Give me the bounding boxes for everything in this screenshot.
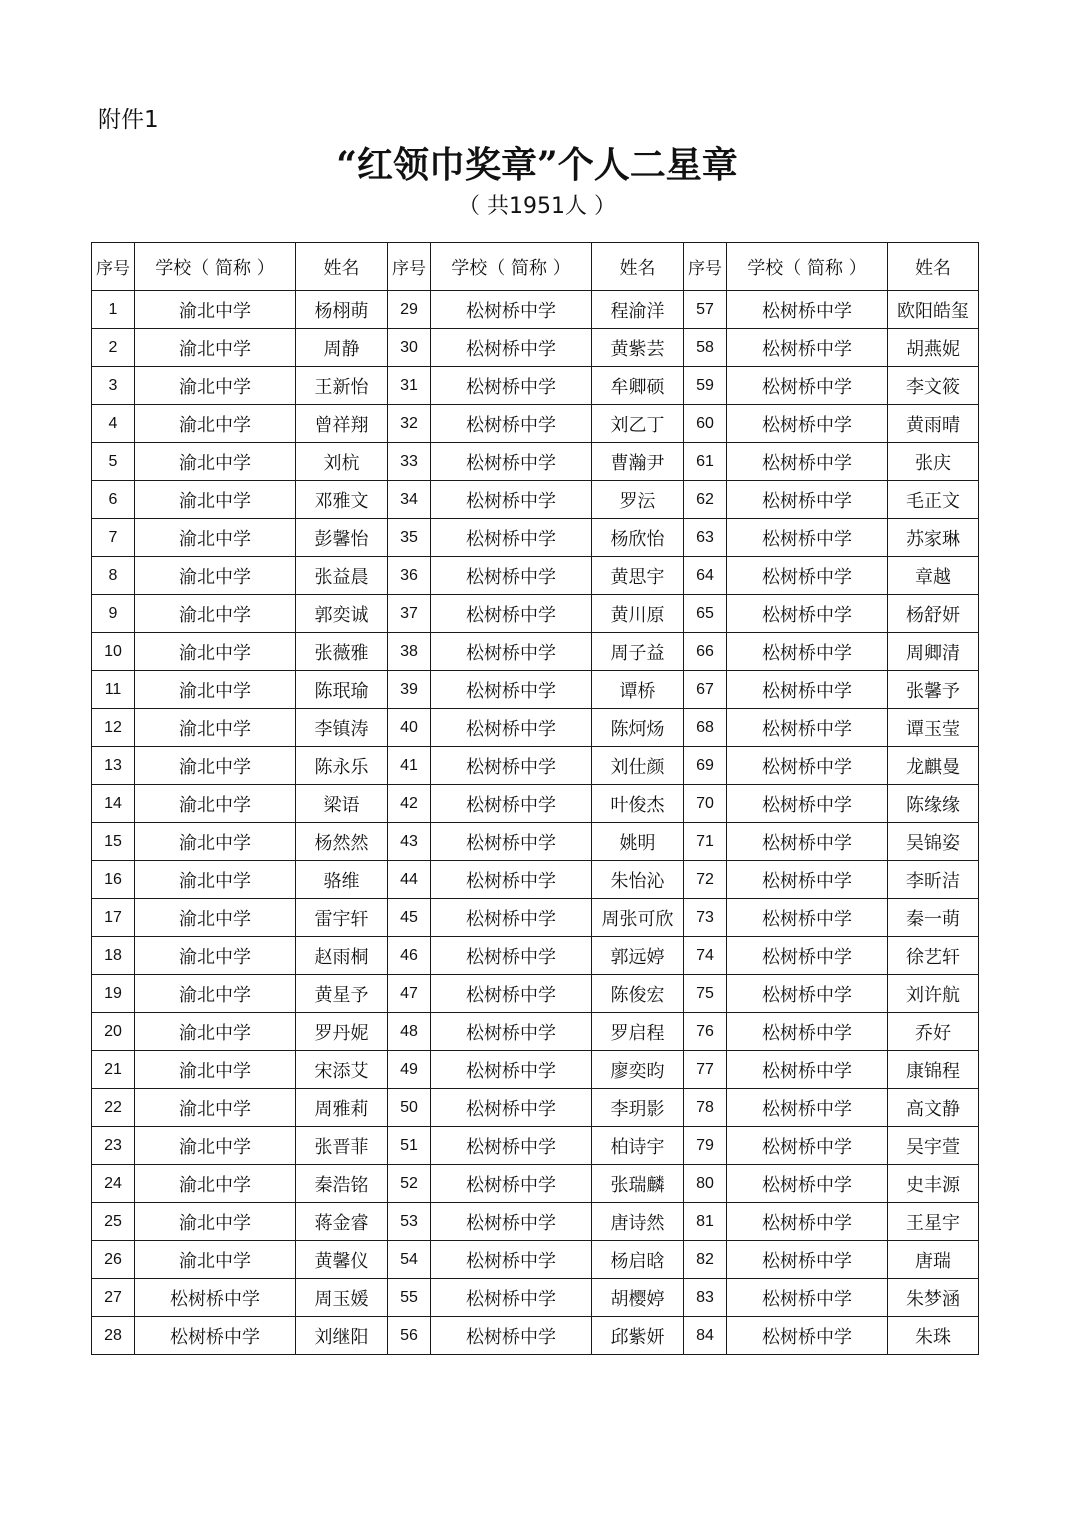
table-row (92, 1279, 979, 1317)
cell-name: 牟卿硕 (592, 367, 684, 405)
cell-school: 渝北中学 (135, 367, 296, 405)
cell-name: 黄馨仪 (296, 1241, 388, 1279)
cell-index: 8 (92, 557, 135, 595)
cell-school: 渝北中学 (135, 1089, 296, 1127)
table-header-row (92, 243, 979, 291)
cell-index: 69 (684, 747, 727, 785)
cell-school: 松树桥中学 (431, 1051, 592, 1089)
cell-index: 33 (388, 443, 431, 481)
cell-name: 周玉媛 (296, 1279, 388, 1317)
cell-name: 杨然然 (296, 823, 388, 861)
cell-name: 郭奕诚 (296, 595, 388, 633)
cell-school: 松树桥中学 (431, 1165, 592, 1203)
cell-name: 黄思宇 (592, 557, 684, 595)
cell-school: 渝北中学 (135, 899, 296, 937)
cell-name: 苏家琳 (888, 519, 979, 557)
table-row (92, 975, 979, 1013)
cell-name: 陈珉瑜 (296, 671, 388, 709)
cell-school: 松树桥中学 (431, 747, 592, 785)
cell-school: 松树桥中学 (727, 595, 888, 633)
cell-school: 松树桥中学 (727, 861, 888, 899)
cell-index: 64 (684, 557, 727, 595)
table-row (92, 405, 979, 443)
cell-name: 邓雅文 (296, 481, 388, 519)
cell-index: 81 (684, 1203, 727, 1241)
cell-index: 37 (388, 595, 431, 633)
cell-name: 周静 (296, 329, 388, 367)
cell-index: 76 (684, 1013, 727, 1051)
cell-name: 罗沄 (592, 481, 684, 519)
cell-index: 19 (92, 975, 135, 1013)
cell-index: 75 (684, 975, 727, 1013)
cell-name: 吴锦姿 (888, 823, 979, 861)
cell-school: 渝北中学 (135, 481, 296, 519)
cell-index: 12 (92, 709, 135, 747)
header-index: 序号 (388, 243, 431, 291)
cell-index: 60 (684, 405, 727, 443)
cell-index: 22 (92, 1089, 135, 1127)
cell-index: 6 (92, 481, 135, 519)
cell-index: 48 (388, 1013, 431, 1051)
cell-school: 松树桥中学 (727, 1317, 888, 1355)
cell-school: 松树桥中学 (431, 481, 592, 519)
header-name: 姓名 (296, 243, 388, 291)
header-school: 学校（ 简称 ） (431, 243, 592, 291)
cell-name: 姚明 (592, 823, 684, 861)
cell-index: 44 (388, 861, 431, 899)
cell-name: 廖奕昀 (592, 1051, 684, 1089)
document-title: “红领巾奖章”个人二星章 (336, 144, 738, 186)
cell-index: 40 (388, 709, 431, 747)
cell-index: 71 (684, 823, 727, 861)
cell-name: 彭馨怡 (296, 519, 388, 557)
cell-name: 张薇雅 (296, 633, 388, 671)
cell-school: 松树桥中学 (727, 1241, 888, 1279)
cell-school: 渝北中学 (135, 747, 296, 785)
cell-index: 41 (388, 747, 431, 785)
cell-school: 渝北中学 (135, 709, 296, 747)
cell-index: 13 (92, 747, 135, 785)
cell-index: 16 (92, 861, 135, 899)
cell-school: 渝北中学 (135, 975, 296, 1013)
table-row (92, 443, 979, 481)
cell-index: 51 (388, 1127, 431, 1165)
cell-school: 松树桥中学 (431, 1203, 592, 1241)
cell-name: 刘许航 (888, 975, 979, 1013)
cell-school: 松树桥中学 (727, 1279, 888, 1317)
table-row (92, 519, 979, 557)
cell-index: 14 (92, 785, 135, 823)
cell-name: 蒋金睿 (296, 1203, 388, 1241)
cell-index: 1 (92, 291, 135, 329)
cell-school: 松树桥中学 (727, 1013, 888, 1051)
cell-school: 松树桥中学 (431, 1317, 592, 1355)
cell-school: 松树桥中学 (727, 1127, 888, 1165)
cell-name: 周雅莉 (296, 1089, 388, 1127)
cell-name: 杨舒妍 (888, 595, 979, 633)
awardee-table (91, 242, 979, 1355)
cell-name: 雷宇轩 (296, 899, 388, 937)
cell-name: 高文静 (888, 1089, 979, 1127)
cell-index: 84 (684, 1317, 727, 1355)
cell-index: 36 (388, 557, 431, 595)
table-row (92, 633, 979, 671)
cell-index: 2 (92, 329, 135, 367)
cell-index: 72 (684, 861, 727, 899)
cell-school: 松树桥中学 (431, 785, 592, 823)
cell-index: 43 (388, 823, 431, 861)
table-row (92, 1317, 979, 1355)
cell-index: 18 (92, 937, 135, 975)
cell-school: 松树桥中学 (727, 937, 888, 975)
cell-school: 松树桥中学 (727, 367, 888, 405)
cell-name: 徐艺轩 (888, 937, 979, 975)
cell-name: 陈永乐 (296, 747, 388, 785)
cell-name: 周卿清 (888, 633, 979, 671)
cell-name: 曹瀚尹 (592, 443, 684, 481)
header-index: 序号 (92, 243, 135, 291)
cell-name: 黄川原 (592, 595, 684, 633)
cell-school: 渝北中学 (135, 405, 296, 443)
table-row (92, 1051, 979, 1089)
cell-school: 渝北中学 (135, 291, 296, 329)
cell-school: 渝北中学 (135, 329, 296, 367)
cell-name: 秦浩铭 (296, 1165, 388, 1203)
cell-school: 松树桥中学 (431, 367, 592, 405)
cell-school: 松树桥中学 (431, 557, 592, 595)
cell-name: 张晋菲 (296, 1127, 388, 1165)
table-row (92, 747, 979, 785)
cell-name: 罗丹妮 (296, 1013, 388, 1051)
cell-school: 渝北中学 (135, 1013, 296, 1051)
cell-school: 渝北中学 (135, 1051, 296, 1089)
cell-school: 松树桥中学 (431, 443, 592, 481)
cell-name: 杨栩萌 (296, 291, 388, 329)
cell-school: 松树桥中学 (431, 405, 592, 443)
cell-name: 朱梦涵 (888, 1279, 979, 1317)
table-row (92, 823, 979, 861)
cell-name: 刘杭 (296, 443, 388, 481)
cell-school: 松树桥中学 (727, 785, 888, 823)
cell-school: 渝北中学 (135, 1203, 296, 1241)
cell-school: 松树桥中学 (727, 671, 888, 709)
cell-name: 周子益 (592, 633, 684, 671)
cell-name: 陈缘缘 (888, 785, 979, 823)
cell-index: 26 (92, 1241, 135, 1279)
cell-index: 78 (684, 1089, 727, 1127)
cell-school: 松树桥中学 (431, 975, 592, 1013)
cell-index: 45 (388, 899, 431, 937)
cell-name: 黄星予 (296, 975, 388, 1013)
cell-index: 82 (684, 1241, 727, 1279)
table-row (92, 367, 979, 405)
cell-index: 62 (684, 481, 727, 519)
cell-school: 松树桥中学 (727, 709, 888, 747)
cell-school: 渝北中学 (135, 671, 296, 709)
table-row (92, 899, 979, 937)
table-row (92, 557, 979, 595)
cell-name: 黄紫芸 (592, 329, 684, 367)
table-row (92, 291, 979, 329)
cell-index: 28 (92, 1317, 135, 1355)
cell-name: 黄雨晴 (888, 405, 979, 443)
cell-index: 49 (388, 1051, 431, 1089)
table-row (92, 1241, 979, 1279)
cell-index: 59 (684, 367, 727, 405)
cell-name: 吴宇萱 (888, 1127, 979, 1165)
cell-index: 74 (684, 937, 727, 975)
table-row (92, 937, 979, 975)
cell-index: 52 (388, 1165, 431, 1203)
cell-index: 58 (684, 329, 727, 367)
cell-school: 松树桥中学 (431, 709, 592, 747)
cell-school: 松树桥中学 (135, 1317, 296, 1355)
cell-name: 张益晨 (296, 557, 388, 595)
cell-index: 65 (684, 595, 727, 633)
cell-index: 77 (684, 1051, 727, 1089)
cell-index: 34 (388, 481, 431, 519)
cell-name: 张庆 (888, 443, 979, 481)
cell-index: 47 (388, 975, 431, 1013)
cell-index: 32 (388, 405, 431, 443)
cell-name: 柏诗宇 (592, 1127, 684, 1165)
table-row (92, 1013, 979, 1051)
cell-index: 79 (684, 1127, 727, 1165)
cell-school: 松树桥中学 (431, 1089, 592, 1127)
header-name: 姓名 (888, 243, 979, 291)
cell-name: 叶俊杰 (592, 785, 684, 823)
cell-school: 松树桥中学 (727, 899, 888, 937)
table-row (92, 671, 979, 709)
cell-school: 松树桥中学 (727, 1203, 888, 1241)
cell-index: 15 (92, 823, 135, 861)
table-row (92, 861, 979, 899)
cell-name: 唐诗然 (592, 1203, 684, 1241)
table-row (92, 1203, 979, 1241)
cell-name: 李玥影 (592, 1089, 684, 1127)
cell-name: 邱紫妍 (592, 1317, 684, 1355)
cell-school: 渝北中学 (135, 1241, 296, 1279)
cell-name: 周张可欣 (592, 899, 684, 937)
cell-index: 66 (684, 633, 727, 671)
cell-index: 42 (388, 785, 431, 823)
cell-index: 63 (684, 519, 727, 557)
cell-school: 松树桥中学 (431, 633, 592, 671)
cell-school: 渝北中学 (135, 557, 296, 595)
table-row (92, 1165, 979, 1203)
cell-index: 39 (388, 671, 431, 709)
cell-name: 胡樱婷 (592, 1279, 684, 1317)
table-row (92, 1089, 979, 1127)
header-name: 姓名 (592, 243, 684, 291)
cell-index: 3 (92, 367, 135, 405)
cell-index: 27 (92, 1279, 135, 1317)
cell-name: 章越 (888, 557, 979, 595)
cell-index: 70 (684, 785, 727, 823)
cell-school: 渝北中学 (135, 443, 296, 481)
cell-school: 渝北中学 (135, 1165, 296, 1203)
cell-index: 46 (388, 937, 431, 975)
cell-school: 松树桥中学 (431, 937, 592, 975)
cell-school: 松树桥中学 (727, 633, 888, 671)
cell-index: 23 (92, 1127, 135, 1165)
cell-index: 10 (92, 633, 135, 671)
cell-index: 68 (684, 709, 727, 747)
cell-index: 20 (92, 1013, 135, 1051)
cell-name: 李镇涛 (296, 709, 388, 747)
document-subtitle: （ 共1951人 ） (458, 194, 616, 219)
cell-name: 陈俊宏 (592, 975, 684, 1013)
cell-name: 罗启程 (592, 1013, 684, 1051)
cell-school: 松树桥中学 (727, 975, 888, 1013)
table-row (92, 329, 979, 367)
cell-school: 渝北中学 (135, 1127, 296, 1165)
cell-name: 朱珠 (888, 1317, 979, 1355)
cell-index: 21 (92, 1051, 135, 1089)
cell-name: 朱怡沁 (592, 861, 684, 899)
cell-name: 郭远婷 (592, 937, 684, 975)
cell-school: 松树桥中学 (727, 405, 888, 443)
cell-name: 史丰源 (888, 1165, 979, 1203)
cell-name: 刘乙丁 (592, 405, 684, 443)
cell-school: 松树桥中学 (431, 1241, 592, 1279)
cell-index: 50 (388, 1089, 431, 1127)
cell-name: 欧阳皓玺 (888, 291, 979, 329)
cell-name: 胡燕妮 (888, 329, 979, 367)
cell-name: 龙麒曼 (888, 747, 979, 785)
cell-school: 渝北中学 (135, 633, 296, 671)
cell-name: 谭玉莹 (888, 709, 979, 747)
cell-school: 松树桥中学 (727, 1165, 888, 1203)
cell-name: 刘仕颜 (592, 747, 684, 785)
cell-index: 29 (388, 291, 431, 329)
cell-school: 松树桥中学 (431, 595, 592, 633)
cell-index: 17 (92, 899, 135, 937)
cell-index: 11 (92, 671, 135, 709)
cell-index: 24 (92, 1165, 135, 1203)
cell-name: 李昕洁 (888, 861, 979, 899)
attachment-label: 附件1 (98, 107, 159, 133)
table-body (92, 291, 979, 1355)
cell-school: 松树桥中学 (727, 481, 888, 519)
cell-index: 25 (92, 1203, 135, 1241)
cell-index: 7 (92, 519, 135, 557)
cell-school: 松树桥中学 (431, 899, 592, 937)
cell-school: 渝北中学 (135, 861, 296, 899)
cell-name: 骆维 (296, 861, 388, 899)
cell-school: 渝北中学 (135, 937, 296, 975)
cell-index: 67 (684, 671, 727, 709)
cell-school: 松树桥中学 (431, 1279, 592, 1317)
cell-school: 松树桥中学 (431, 519, 592, 557)
cell-name: 康锦程 (888, 1051, 979, 1089)
cell-index: 61 (684, 443, 727, 481)
cell-index: 53 (388, 1203, 431, 1241)
cell-index: 38 (388, 633, 431, 671)
cell-name: 秦一萌 (888, 899, 979, 937)
cell-school: 渝北中学 (135, 785, 296, 823)
cell-name: 乔好 (888, 1013, 979, 1051)
cell-school: 松树桥中学 (431, 329, 592, 367)
cell-school: 渝北中学 (135, 595, 296, 633)
table-row (92, 595, 979, 633)
cell-name: 张馨予 (888, 671, 979, 709)
cell-name: 宋添艾 (296, 1051, 388, 1089)
cell-index: 54 (388, 1241, 431, 1279)
cell-name: 李文筱 (888, 367, 979, 405)
cell-school: 松树桥中学 (431, 1013, 592, 1051)
cell-index: 5 (92, 443, 135, 481)
cell-school: 松树桥中学 (727, 291, 888, 329)
cell-school: 松树桥中学 (727, 823, 888, 861)
cell-index: 31 (388, 367, 431, 405)
cell-name: 王新怡 (296, 367, 388, 405)
table-row (92, 481, 979, 519)
header-school: 学校（ 简称 ） (727, 243, 888, 291)
cell-index: 55 (388, 1279, 431, 1317)
cell-name: 陈炣炀 (592, 709, 684, 747)
cell-name: 杨启晗 (592, 1241, 684, 1279)
cell-name: 梁语 (296, 785, 388, 823)
header-school: 学校（ 简称 ） (135, 243, 296, 291)
cell-school: 松树桥中学 (727, 519, 888, 557)
cell-index: 35 (388, 519, 431, 557)
cell-name: 曾祥翔 (296, 405, 388, 443)
table-row (92, 785, 979, 823)
cell-school: 松树桥中学 (431, 671, 592, 709)
cell-name: 杨欣怡 (592, 519, 684, 557)
cell-school: 松树桥中学 (431, 861, 592, 899)
cell-school: 松树桥中学 (727, 747, 888, 785)
cell-school: 松树桥中学 (727, 329, 888, 367)
cell-school: 松树桥中学 (727, 557, 888, 595)
cell-school: 松树桥中学 (431, 291, 592, 329)
cell-school: 渝北中学 (135, 823, 296, 861)
cell-index: 57 (684, 291, 727, 329)
cell-school: 松树桥中学 (431, 1127, 592, 1165)
cell-school: 松树桥中学 (727, 1051, 888, 1089)
cell-index: 4 (92, 405, 135, 443)
cell-index: 80 (684, 1165, 727, 1203)
cell-school: 松树桥中学 (135, 1279, 296, 1317)
cell-index: 73 (684, 899, 727, 937)
cell-index: 30 (388, 329, 431, 367)
cell-school: 松树桥中学 (727, 443, 888, 481)
cell-name: 张瑞麟 (592, 1165, 684, 1203)
cell-name: 毛正文 (888, 481, 979, 519)
cell-index: 56 (388, 1317, 431, 1355)
cell-name: 程渝洋 (592, 291, 684, 329)
cell-index: 83 (684, 1279, 727, 1317)
table-row (92, 709, 979, 747)
cell-name: 赵雨桐 (296, 937, 388, 975)
cell-name: 刘继阳 (296, 1317, 388, 1355)
cell-name: 王星宇 (888, 1203, 979, 1241)
header-index: 序号 (684, 243, 727, 291)
cell-school: 渝北中学 (135, 519, 296, 557)
cell-school: 松树桥中学 (431, 823, 592, 861)
table-row (92, 1127, 979, 1165)
cell-name: 谭桥 (592, 671, 684, 709)
cell-name: 唐瑞 (888, 1241, 979, 1279)
cell-school: 松树桥中学 (727, 1089, 888, 1127)
cell-index: 9 (92, 595, 135, 633)
